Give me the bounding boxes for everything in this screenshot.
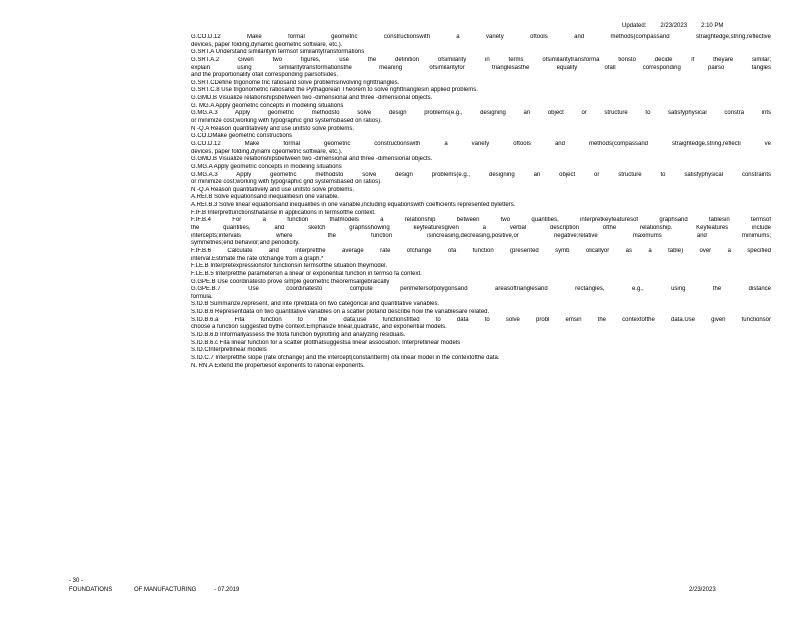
standard-entry — [191, 248, 771, 263]
standard-entry — [191, 110, 771, 125]
standard-line: explain using similaritytransformationsthe meaning ofsimilarityfor trianglesasthe equality ofall corresponding pairso fangles — [191, 64, 771, 71]
standard-entry — [191, 49, 771, 57]
footer-course-part2: OF MANUFACTURING — [134, 587, 197, 593]
standard-line: A.REI.B Solve equationsand inequalitiesin one variable. — [191, 194, 340, 201]
standard-entry — [191, 194, 771, 202]
footer-date: 2/23/2023 — [689, 587, 716, 593]
standard-entry — [191, 133, 771, 141]
standard-line: G.MG.A.3 Apply geometric methodsto solve design problems(e.g., designing an object or structure to satisfyphysical constra ints — [191, 110, 771, 117]
standard-line: G.CO.D.12 Make formal geometric constructionswith a variety oftools and methods(compassand straightedge,string,reflective — [191, 34, 771, 40]
standard-entry — [191, 340, 771, 348]
standard-line: G.CO.D.12 Make formal geometric constructionswith a variety oftools and methods(compassand straightedge,string,reflecti ve — [191, 140, 771, 147]
standard-entry — [191, 332, 771, 340]
standard-line: formula. — [191, 293, 213, 300]
standard-line: G. MG.A Apply geometric concepts in modeling situations — [191, 102, 344, 109]
standard-line: G.MG.A.3 Apply geometric methodsto solve design problems(e.g., designing an object or structure to satisfyphysical constraints — [191, 171, 771, 178]
standard-entry — [191, 80, 771, 88]
standard-entry — [191, 156, 771, 164]
standard-line: G.GMD.B Visualize relationshipsbetween two -dimensional and three -dimensional objects. — [191, 156, 433, 163]
standard-entry — [191, 217, 771, 248]
standard-entry — [191, 279, 771, 287]
standard-entry — [191, 271, 771, 279]
standard-line: F.IF.B.4 For a function thatmodels a relationship between two quantities, interpretkeyfeaturesof graphsand tablesin termsof — [191, 217, 771, 224]
standard-line: the quantities, and sketch graphsshowing keyfeaturesgiven a verbal description ofthe relationship. Keyfeatures include — [191, 225, 771, 232]
standard-line: G.GMD.B Visualize relationshipsbetween two -dimensional and three -dimensional objects. — [191, 95, 433, 102]
updated-timestamp — [622, 23, 782, 29]
standard-entry — [191, 126, 771, 134]
standard-line: or minimize cost;working with typographic grid systemsbased on ratios). — [191, 179, 382, 186]
standard-entry — [191, 263, 771, 271]
standards-list — [191, 34, 771, 370]
standard-line: G.CO.DMake geometric constructions — [191, 133, 293, 140]
standard-line: F.IF.B Interpretfunctionsthatarise in applications in termsofthe context. — [191, 209, 376, 216]
standard-line: or minimize cost;working with typographic grid systemsbased on ratios). — [191, 118, 382, 125]
standard-line: S.ID.B.6.c Fita linear function for a scatter plotthatsuggestsa linear association. Interpretlinear models — [191, 339, 461, 346]
standard-line: F.LE.B.5 Interpretthe parametersin a linear or exponential function in termso fa context. — [191, 270, 422, 277]
standard-line: N -Q.A Reason quantitatively and use unitsto solve problems. — [191, 125, 355, 132]
standard-line: devices, paper folding,dynami cgeometric software, etc.). — [191, 148, 343, 155]
standard-entry — [191, 141, 771, 156]
standard-entry — [191, 172, 771, 187]
standard-line: A.REI.B.3 Solve linear equationsand inequalities in one variable,including equationswith coefficients represented byletters. — [191, 202, 516, 209]
standard-line: F.IF.B.6 Calculate and interpretthe average rate ofchange ofa function (presented symb olicallyor as a table) over a specified — [191, 247, 771, 254]
standard-line: F.LE.B Interpretexpressionsfor functionsin termsofthe situation theymodel. — [191, 263, 388, 270]
standard-line: N -Q.A Reason quantitatively and use unitsto solve problems. — [191, 186, 355, 193]
standard-entry — [191, 164, 771, 172]
footer-version: - 07.2019 — [214, 587, 240, 593]
standard-entry — [191, 87, 771, 95]
footer-course-part1: FOUNDATIONS — [69, 587, 113, 593]
standard-entry — [191, 103, 771, 111]
standard-entry — [191, 355, 771, 363]
standard-line: devices, paper folding,dynamic geometric software, etc.). — [191, 41, 343, 48]
standard-line: G.GPE.B.7 Use coordinatesto compute perimetersofpolygonsand areasoftrianglesand rectangles, e.g., using the distance — [191, 286, 771, 293]
standard-line: S.ID.B.6.a Fita function to the data;use functionsfitted to data to solve probl emsin the contextofthe data.Use given functionsor — [191, 316, 771, 323]
standard-entry — [191, 309, 771, 317]
standard-entry — [191, 187, 771, 195]
standard-line: interval.Estimate the rate ofchange from a graph.* — [191, 255, 324, 262]
standard-line: S.ID.C.7 Interpretthe slope (rate ofchange) and the intercept(constantterm) ofa linear model in the contextofthe data. — [191, 354, 500, 361]
page-number: - 30 - — [69, 578, 84, 584]
standard-line: G.MG.A Apply geometric concepts in modeling situations — [191, 163, 342, 170]
updated-date: 2/23/2023 — [660, 23, 688, 29]
standard-entry — [191, 301, 771, 309]
standard-line: intercepts;intervals where the function isincreasing,decreasing,positive,or negative;relative maximums and minimums; — [191, 232, 771, 239]
standard-line: S.ID.B.6 Representdata on two quantitative variables on a scatter plotand describe how the variablesare related. — [191, 309, 490, 316]
standard-line: choose a function suggested bythe context.Emphasize linear,quadratic, and exponential models. — [191, 324, 447, 331]
standard-line: G.GPE.B Use coordinatesto prove simple geometric theoremsalgebraically — [191, 278, 390, 285]
standard-entry — [191, 363, 771, 371]
standard-line: G.SRT.C.8 Use trigonometric ratiosand the Pythagorean Theorem to solve righttrianglesin applied problems. — [191, 87, 478, 94]
standard-line: N. RN.A Extend the propertiesof exponents to rational exponents. — [191, 362, 365, 369]
standard-entry — [191, 202, 771, 210]
standard-line: S.ID.B.6.b Informallyassess the fitofa function byplotting and analyzing residuals. — [191, 331, 406, 338]
standard-line: G.SRT.A Understand similarityin termsof similaritytransformations — [191, 49, 365, 56]
standard-entry — [191, 95, 771, 103]
standard-line: S.ID.B Summarize,represent, and inte rpretdata on two categorical and quantitative variables. — [191, 301, 440, 308]
updated-time: 2:10 PM — [701, 23, 724, 29]
standard-line: S.ID.CInterpretlinear models — [191, 347, 267, 354]
standard-line: and the proportionality ofall corresponding pairsofsides. — [191, 72, 339, 79]
standard-line: G.SRT.A.2 Given two figures, use the definition ofsimilarity in terms ofsimilaritytransforma tionsto decide if theyare similar; — [191, 56, 771, 63]
standard-entry — [191, 286, 771, 301]
standard-entry — [191, 317, 771, 332]
updated-label: Updated: — [622, 23, 647, 29]
standard-line: symmetries;end behavior;and periodicity. — [191, 240, 300, 247]
standard-entry — [191, 34, 771, 49]
standard-line: G.SRT.CDefine trigonome tric ratiosand solve problemsinvolving righttriangles. — [191, 79, 400, 86]
standard-entry — [191, 210, 771, 218]
standard-entry — [191, 57, 771, 80]
standard-entry — [191, 347, 771, 355]
